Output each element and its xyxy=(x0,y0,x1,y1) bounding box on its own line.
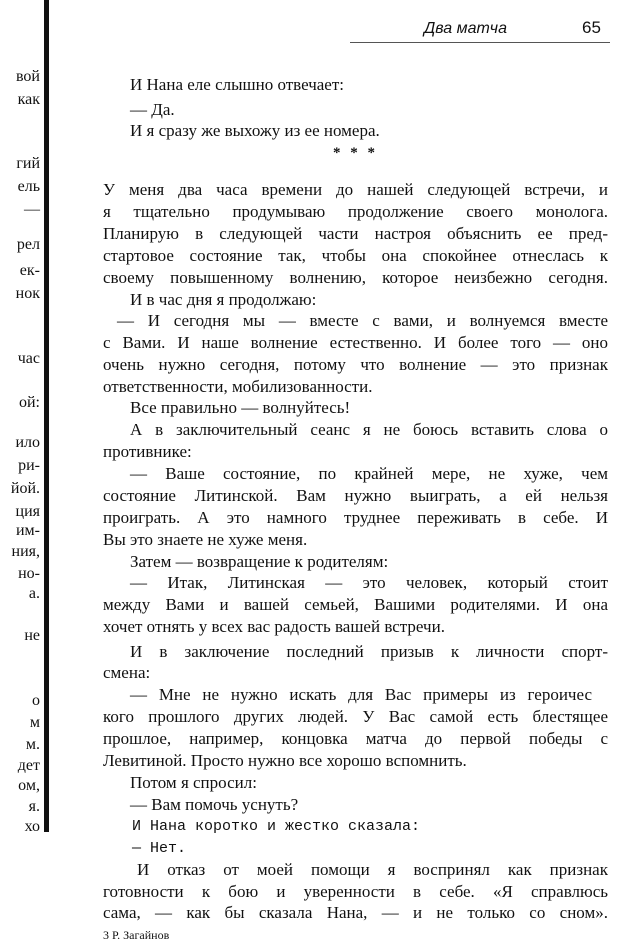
margin-fragment: ило xyxy=(15,434,40,451)
page-number: 65 xyxy=(582,18,601,37)
section-break: * * * xyxy=(333,145,378,161)
text-line: Планирую в следующей части настроя объяснить ее пред- xyxy=(103,224,608,243)
text-line: Затем — возвращение к родителям: xyxy=(130,552,389,571)
margin-fragment: ри- xyxy=(18,457,40,474)
page-footer: 3 Р. Загайнов xyxy=(103,928,170,942)
text-line: Левитиной. Просто нужно все хорошо вспомнить. xyxy=(103,751,467,770)
text-line: — Да. xyxy=(130,100,175,119)
margin-fragment: ом, xyxy=(18,777,40,794)
margin-fragment: — xyxy=(24,201,40,218)
text-line: ответственности, мобилизованности. xyxy=(103,377,373,396)
text-line: И в заключение последний призыв к личности спорт- xyxy=(130,642,608,661)
text-line: И отказ от моей помощи я воспринял как признак xyxy=(137,860,608,879)
margin-fragment: хо xyxy=(24,818,40,835)
text-line: — И сегодня мы — вместе с вами, и волнуемся вместе xyxy=(117,311,608,330)
text-line: Вы это знаете не хуже меня. xyxy=(103,530,308,549)
margin-fragment: чac xyxy=(17,350,40,367)
margin-fragment: ция xyxy=(15,503,40,520)
text-line: И Нана еле слышно отвечает: xyxy=(130,75,345,94)
text-line: с Вами. И наше волнение естественно. И более того — оно xyxy=(103,333,608,352)
text-line: я тщательно продумываю продолжение своего монолога. xyxy=(103,202,608,221)
text-line: проиграть. А это намного труднее переживать в себе. И xyxy=(103,508,608,527)
margin-fragment: гий xyxy=(16,155,40,172)
margin-fragment: но- xyxy=(18,565,40,582)
text-line: прошлое, например, концовка матча до первой победы с xyxy=(103,729,608,748)
margin-fragment: дет xyxy=(17,757,40,774)
text-line: А в заключительный сеанс я не боюсь вставить слова о xyxy=(130,420,608,439)
text-line: состояние Литинской. Вам нужно выиграть, а ей нельзя xyxy=(103,486,608,505)
margin-fragment: нок xyxy=(15,285,40,302)
text-line: смена: xyxy=(103,663,151,682)
margin-fragment: a. xyxy=(28,585,40,602)
text-line: Все правильно — волнуйтесь! xyxy=(130,398,351,417)
margin-fragment: не xyxy=(24,627,40,644)
margin-fragment: им- xyxy=(15,522,40,539)
text-line: кого прошлого других людей. У Вас самой есть блестящее xyxy=(103,707,608,726)
book-spine-shadow xyxy=(44,0,49,832)
text-line: У меня два часа времени до нашей следующей встречи, и xyxy=(103,180,608,199)
text-line: Потом я спросил: xyxy=(130,773,257,792)
margin-fragment: ек- xyxy=(19,262,40,279)
margin-fragment: вой xyxy=(15,68,40,85)
text-line: стартовое состояние так, чтобы она спокойнее отнеслась к xyxy=(103,246,608,265)
text-line: — Вам помочь уснуть? xyxy=(130,795,299,814)
margin-fragment: я. xyxy=(28,798,40,815)
margin-fragment: ния, xyxy=(11,543,40,560)
text-line: И я сразу же выхожу из ее номера. xyxy=(130,121,380,140)
margin-fragment: ой: xyxy=(18,394,40,411)
margin-fragment: ель xyxy=(17,178,40,195)
text-line-typewriter: И Нана коротко и жестко сказала: xyxy=(132,818,421,835)
text-line: между Вами и вашей семьей, Вашими родителями. И она xyxy=(103,595,608,614)
margin-fragment: м xyxy=(29,714,40,731)
margin-fragment: как xyxy=(17,91,40,108)
margin-fragment: м. xyxy=(25,736,40,753)
text-line: И в час дня я продолжаю: xyxy=(130,290,317,309)
text-line: — Итак, Литинская — это человек, который стоит xyxy=(130,573,608,592)
text-line-typewriter: — Нет. xyxy=(132,840,187,857)
text-line: очень нужно сегодня, потому что волнение — это признак xyxy=(103,355,608,374)
text-line: своему повышенному волнению, которое неизбежно сегодня. xyxy=(103,268,608,287)
text-line: — Ваше состояние, по крайней мере, не хуже, чем xyxy=(130,464,608,483)
margin-fragment: йой. xyxy=(10,480,40,497)
margin-fragment: о xyxy=(32,692,40,709)
margin-fragment: рел xyxy=(16,236,40,253)
text-line: готовности к бою и уверенности в себе. «Я справлюсь xyxy=(103,882,608,901)
header-rule xyxy=(350,42,610,43)
running-title: Два матча xyxy=(424,20,507,37)
text-line: сама, — как бы сказала Нана, — и не только со сном». xyxy=(103,903,608,922)
text-line: — Мне не нужно искать для Вас примеры из героичес xyxy=(130,685,592,704)
text-line: хочет отнять у всех вас радость вашей встречи. xyxy=(103,617,445,636)
text-line: противнике: xyxy=(103,442,192,461)
